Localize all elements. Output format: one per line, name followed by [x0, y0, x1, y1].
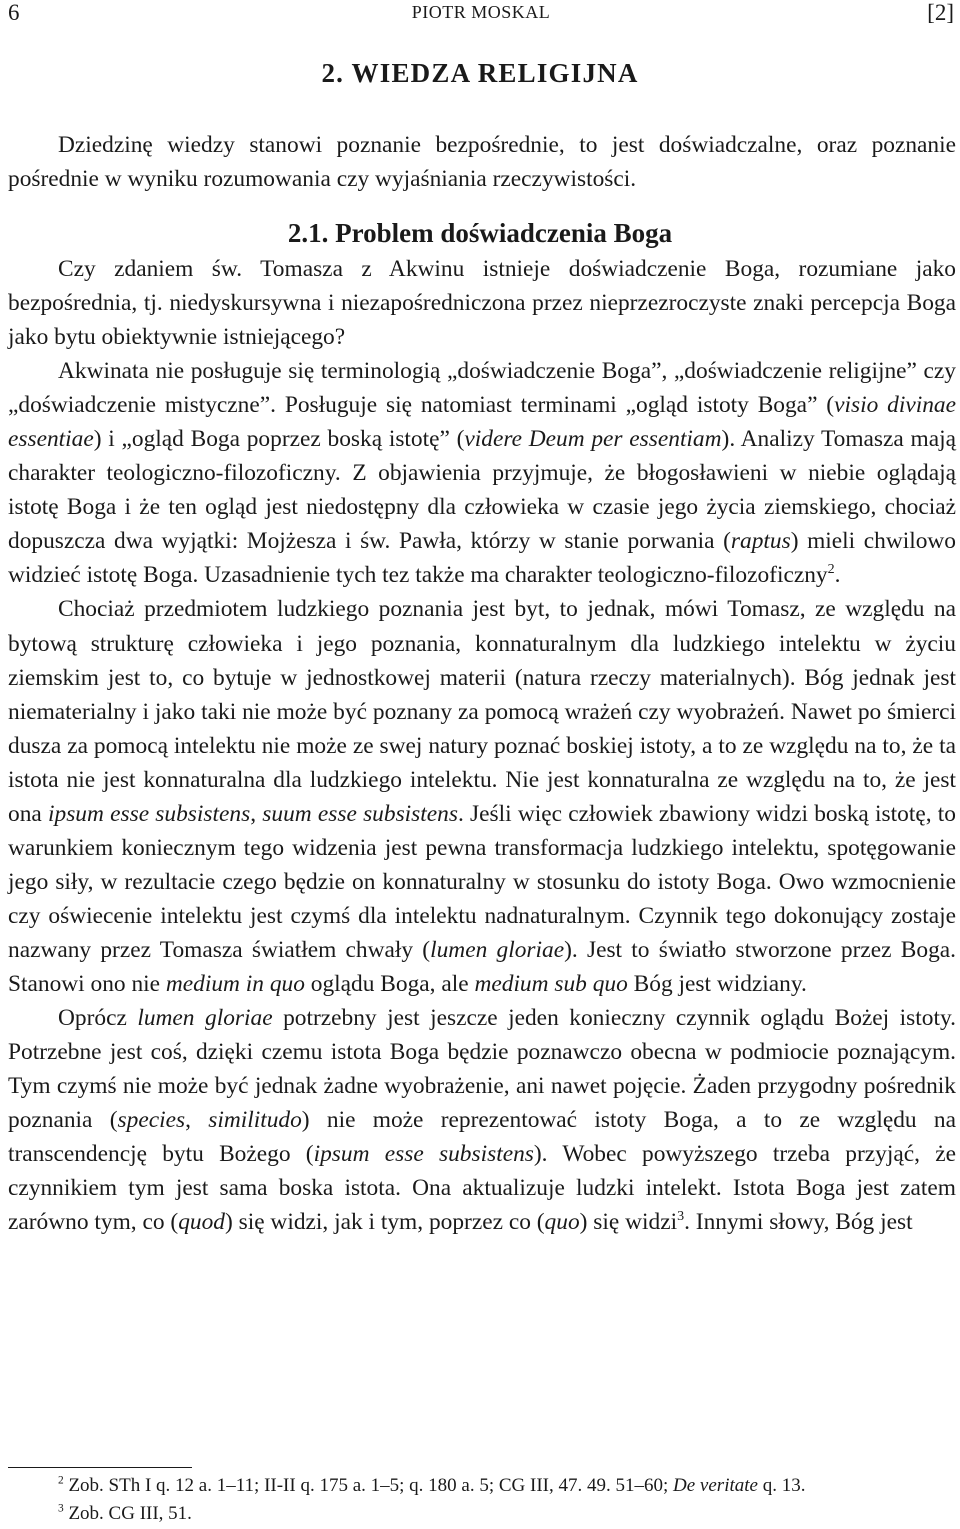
subsection-title: 2.1. Problem doświadczenia Boga — [287, 218, 673, 248]
text-run: ). Analizy Tomasza mają charakter teologiczno-filozoficzny. Z objawienia przyjmuje, że błogosławieni w niebie oglądają istotę Boga i że ten ogląd jest niedostępny dla człowieka w czasie jego życia ziemskiego, chociaż dopuszcza dwa wyjątki: Mojżesza i św. Pawła, którzy w stanie porwania ( — [8, 426, 956, 555]
footnote — [58, 1472, 958, 1500]
italic-term: similitudo — [208, 1107, 302, 1134]
italic-term: ipsum esse subsistens — [313, 1141, 534, 1168]
italic-term: medium in quo — [165, 970, 305, 997]
text-run: , — [250, 800, 263, 827]
text-run: , — [185, 1107, 209, 1134]
paragraph — [8, 592, 956, 1001]
footnote-marker: 2 — [827, 561, 835, 578]
text-run: . Jeśli więc człowiek zbawiony widzi boską istotę, to warunkiem koniecznym tego widzenia jest pewna transformacja ludzkiego intelektu, spotęgowanie jego siły, w rezultacie czego będzie on konnaturalny w stosunku do istoty Boga. Owo wzmocnienie czy oświecenie intelektu jest czymś dla intelektu nadnaturalnym. Czynnik tego dokonujący zostaje nazwany przez Tomasza światłem chwały ( — [8, 800, 956, 963]
paragraph — [8, 1001, 956, 1239]
text-run: ) nie może reprezentować istoty Boga, a to ze względu na transcendencję bytu Bożego ( — [8, 1107, 956, 1168]
italic-term: De veritate — [673, 1475, 758, 1496]
paragraph — [8, 354, 956, 592]
footnote-marker: 3 — [677, 1208, 685, 1225]
text-run: Chociaż przedmiotem ludzkiego poznania jest byt, to jednak, mówi Tomasz, ze względu na bytową strukturę człowieka i jego poznania, konnaturalnym dla ludzkiego intelektu w życiu ziemskim jest to, co bytuje w jednostkowej materii (natura rzeczy materialnych). Bóg jednak jest niematerialny i jako taki nie może być poznany za pomocą wrażeń czy wyobrażeń. Nawet po śmierci dusza za pomocą intelektu nie może ze swej natury poznać boskiej istoty, a to ze względu na to, że ta istota nie jest konnaturalna dla ludzkiego intelektu. Nie jest konnaturalna ze względu na to, że jest ona — [8, 596, 956, 827]
text-run: Zob. CG III, 51. — [63, 1503, 192, 1524]
page-number: 6 — [8, 0, 20, 25]
text-run: ) się widzi, jak i tym, poprzez co ( — [224, 1209, 545, 1236]
footnote-marker: 2 — [58, 1474, 64, 1487]
text-run: Akwinata nie posługuje się terminologią „doświadczenie Boga”, „doświadczenie religijne” czy „doświadczenie mistyczne”. Posługuje się natomiast terminami „ogląd istoty Boga” ( — [8, 358, 956, 419]
text-run: Bóg jest widziany. — [627, 970, 807, 997]
italic-term: ipsum esse subsistens — [48, 800, 251, 827]
italic-term: lumen gloriae — [137, 1005, 273, 1032]
body-text — [8, 252, 956, 1239]
running-header — [8, 0, 954, 24]
italic-term: quod — [178, 1209, 225, 1236]
italic-term: lumen gloriae — [430, 936, 565, 963]
italic-term: species — [117, 1107, 186, 1134]
footnotes — [58, 1472, 958, 1528]
italic-term: medium sub quo — [474, 970, 628, 997]
text-run: Oprócz — [58, 1005, 138, 1032]
section-title: 2. WIEDZA RELIGIJNA — [321, 58, 639, 88]
text-run: oglądu Boga, ale — [304, 970, 475, 997]
text-run: Czy zdaniem św. Tomasza z Akwinu istnieje doświadczenie Boga, rozumiane jako bezpośrednia, tj. niedyskursywna i niezapośredniczona przez nieprzezroczyste znaki percepcja Boga jako bytu obiektywnie istniejącego? — [8, 256, 956, 351]
text-run: potrzebny jest jeszcze jeden konieczny czynnik oglądu Bożej istoty. Potrzebne jest coś, dzięki czemu istota Boga będzie poznawczo obecna w podmiocie poznającym. Tym czymś nie może być jednak żadne wyobrażenie, ani nawet pojęcie. Żaden przygodny pośrednik poznania ( — [8, 1005, 956, 1134]
text-run: ). Jest to światło stworzone przez Boga. Stanowi ono nie — [8, 936, 956, 997]
running-head-author: PIOTR MOSKAL — [411, 2, 551, 22]
text-run: ) się widzi — [579, 1209, 678, 1236]
italic-term: visio divinae essentiae — [8, 392, 956, 453]
italic-term: videre Deum per essentiam — [464, 426, 722, 453]
footnote-marker: 3 — [58, 1502, 64, 1515]
intro-paragraph: Dziedzinę wiedzy stanowi poznanie bezpośrednie, to jest doświadczalne, oraz poznanie pośrednie w wyniku rozumowania czy wyjaśniania rzeczywistości. — [8, 132, 956, 193]
text-run: q. 13. — [757, 1475, 806, 1496]
text-run: Zob. STh I q. 12 a. 1–11; II-II q. 175 a. 1–5; q. 180 a. 5; CG III, 47. 49. 51–60; — [63, 1475, 674, 1496]
text-run: ) i „ogląd Boga poprzez boską istotę” ( — [93, 426, 465, 453]
text-run: ) mieli chwilowo widzieć istotę Boga. Uzasadnienie tych tez także ma charakter teologiczno-filozoficzny — [8, 528, 956, 589]
paragraph — [8, 252, 956, 354]
footnote-separator — [8, 1467, 192, 1468]
text-run: ). Wobec powyższego trzeba przyjąć, że czynnikiem tym jest sama boska istota. Ona aktualizuje ludzki intelekt. Istota Boga jest zatem zarówno tym, co ( — [8, 1141, 956, 1236]
italic-term: raptus — [730, 528, 791, 555]
italic-term: suum esse subsistens — [262, 800, 458, 827]
text-run: . — [834, 562, 841, 589]
chapter-number: [2] — [927, 0, 954, 25]
text-run: . Innymi słowy, Bóg jest — [684, 1209, 913, 1236]
italic-term: quo — [544, 1209, 580, 1236]
footnote — [58, 1500, 958, 1528]
